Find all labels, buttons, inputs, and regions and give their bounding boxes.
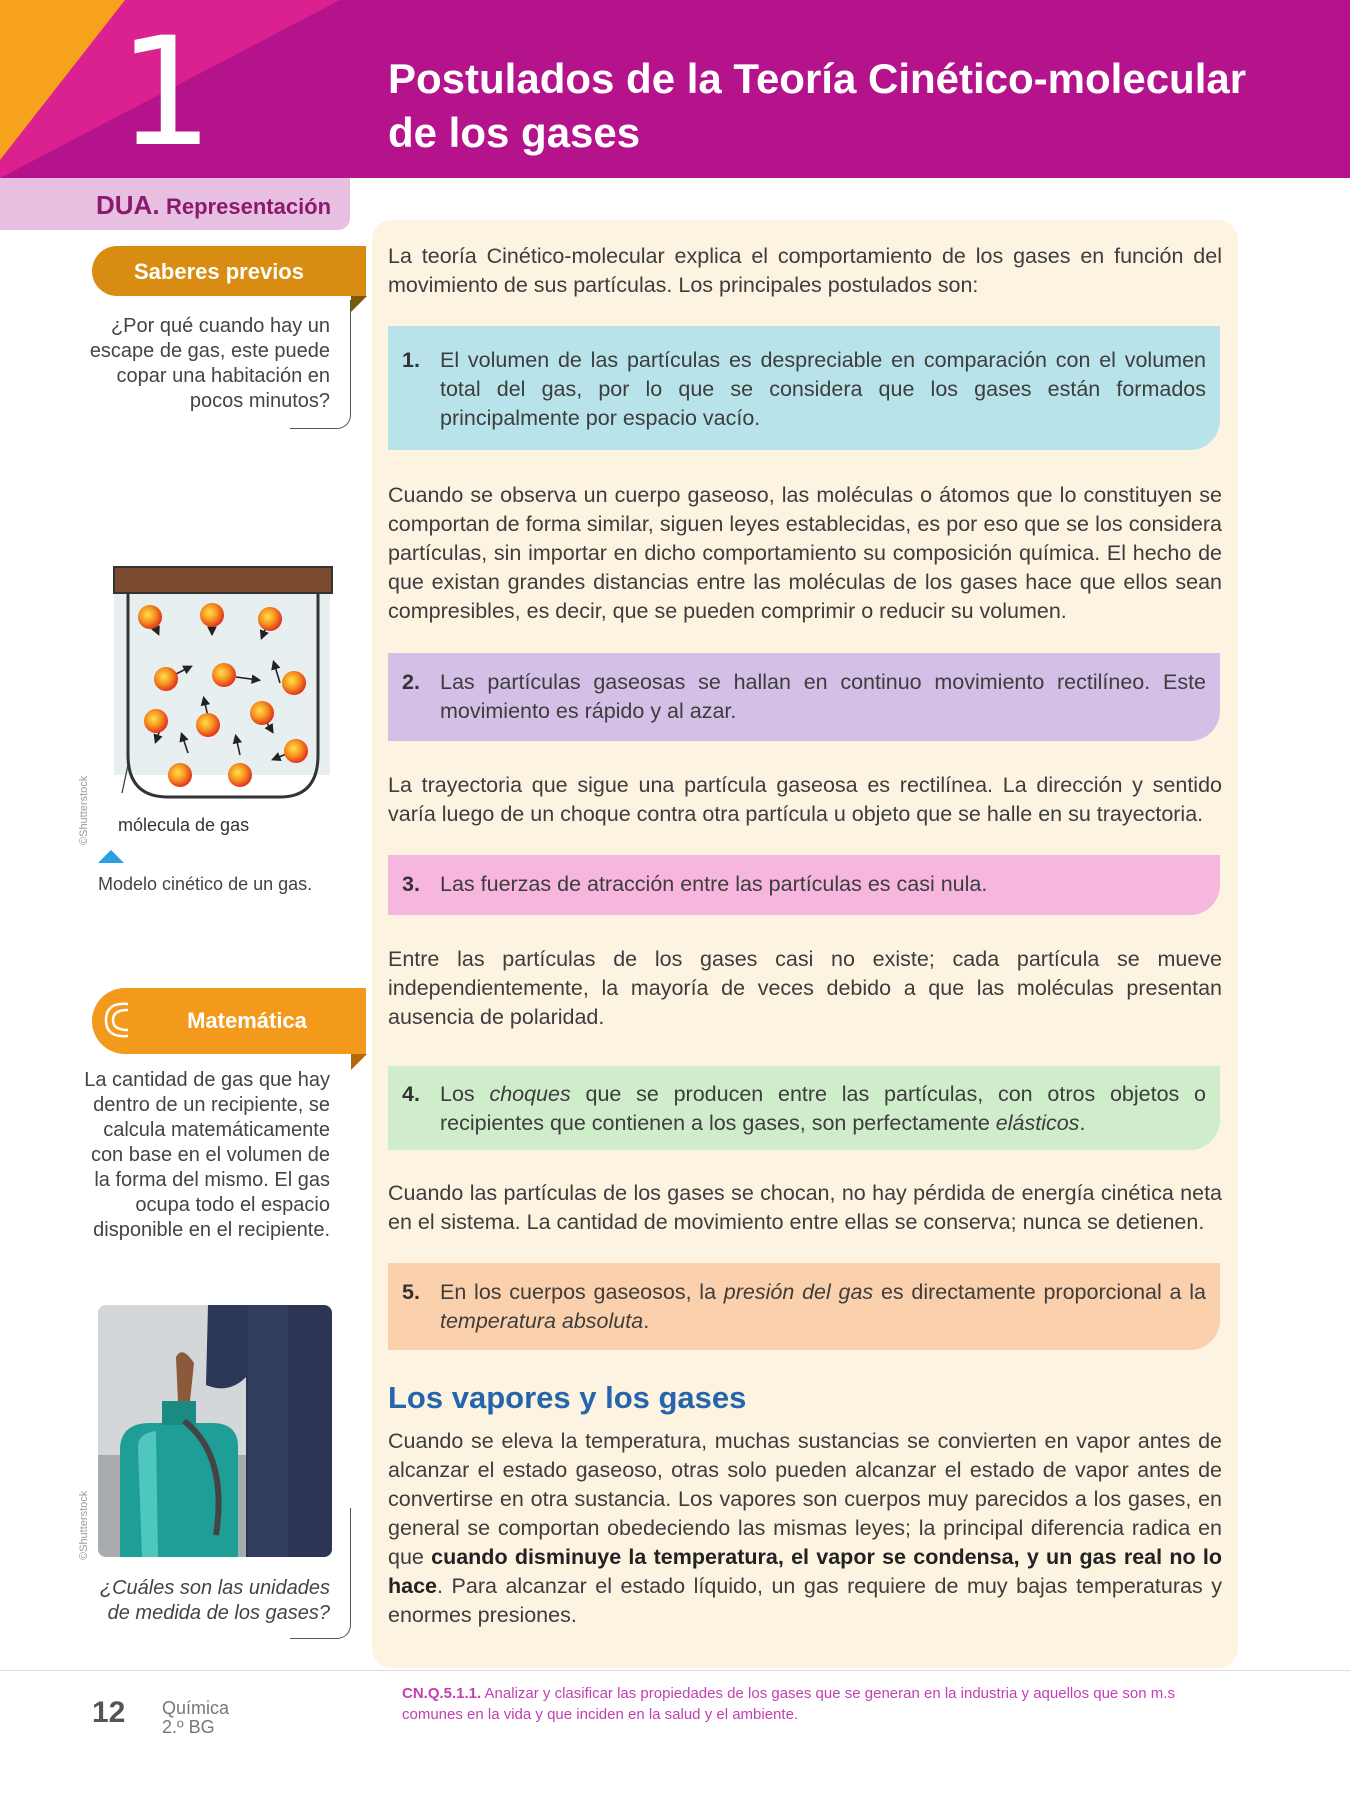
question-bracket — [290, 300, 351, 429]
standard-text: Analizar y clasificar las propiedades de los gases que se generan en la industria y aquellos que son m.s comunes en la vida y que inciden en la salud y el ambiente. — [402, 1685, 1175, 1723]
curriculum-standard — [402, 1683, 1232, 1725]
figure-credit: ©Shutterstock — [78, 775, 90, 845]
postulate-text: Los choques que se producen entre las partículas, con otros objetos o recipientes que contienen a los gases, son perfectamente elásticos. — [440, 1082, 1207, 1135]
intro-paragraph: La teoría Cinético-molecular explica el comportamiento de los gases en función del movimiento de sus partículas. Los principales postulados son: — [388, 244, 1222, 297]
postulate-number: 2. — [402, 670, 420, 694]
page-title-line2: de los gases — [388, 109, 641, 156]
grade-level: 2.º BG — [162, 1717, 215, 1737]
saberes-previos-tag — [92, 246, 366, 296]
postulate-text: Las partículas gaseosas se hallan en continuo movimiento rectilíneo. Este movimiento es rápido y al azar. — [440, 670, 1206, 723]
paragraph-trajectory: La trayectoria que sigue una partícula gaseosa es rectilínea. La dirección y sentido varía luego de un choque contra otra partícula u objeto que se halle en su trayectoria. — [388, 773, 1222, 826]
page-title — [388, 52, 1288, 160]
saberes-previos-label: Saberes previos — [134, 259, 304, 284]
unit-number: 1 — [118, 6, 214, 178]
postulate-number: 1. — [402, 348, 420, 372]
dua-banner — [0, 178, 350, 230]
chapter-header — [0, 0, 1350, 178]
question-bracket — [290, 1508, 351, 1639]
standard-code: CN.Q.5.1.1. — [402, 1685, 482, 1702]
postulate-3 — [388, 855, 1220, 915]
postulate-number: 4. — [402, 1082, 420, 1106]
tag-fold — [351, 1054, 367, 1070]
postulate-number: 3. — [402, 872, 420, 896]
matematica-text: La cantidad de gas que hay dentro de un recipiente, se calcula matemáticamente con base en el volumen de la forma del mismo. El gas ocupa todo el espacio disponible en el recipiente. — [84, 1069, 330, 1241]
paragraph-collisions: Cuando las partículas de los gases se chocan, no hay pérdida de energía cinética neta en el sistema. La cantidad de movimiento entre ellas se conserva; nunca se detienen. — [388, 1181, 1222, 1234]
section-heading: Los vapores y los gases — [388, 1380, 747, 1415]
caption-triangle-icon — [98, 850, 124, 863]
page-number: 12 — [92, 1696, 126, 1729]
photo-credit: ©Shutterstock — [78, 1490, 90, 1560]
molecule-label: mólecula de gas — [118, 815, 250, 835]
postulate-1 — [388, 326, 1220, 450]
footer-divider — [0, 1670, 1350, 1671]
postulate-5 — [388, 1263, 1220, 1350]
postulate-text: El volumen de las partículas es despreciable en comparación con el volumen total del gas, por lo que se considera que los gases están formados principalmente por espacio vacío. — [440, 348, 1206, 430]
postulate-4 — [388, 1066, 1220, 1150]
kinetic-gas-jar-figure — [108, 565, 338, 805]
jar-lid — [114, 567, 332, 593]
matematica-tag — [92, 988, 366, 1054]
dua-type: Representación — [166, 194, 332, 219]
dua-label: DUA. — [96, 190, 160, 220]
tag-fold — [351, 296, 367, 312]
figure-caption: Modelo cinético de un gas. — [98, 874, 313, 894]
postulate-2 — [388, 653, 1220, 741]
photo-question: ¿Cuáles son las unidades de medida de los gases? — [99, 1577, 330, 1624]
paragraph-vapors: Cuando se eleva la temperatura, muchas sustancias se convierten en vapor antes de alcanzar el estado gaseoso, otras solo pueden alcanzar el estado de vapor antes de convertirse en otra sustancia. Los vapores son cuerpos muy parecidos a los gases, en general se comportan obedeciendo las mismas leyes; la principal diferencia radica en que cuando disminuye la temperatura, el vapor se condensa, y un gas real no lo hace. Para alcanzar el estado líquido, un gas requiere de muy bajas temperaturas y enormes presiones. — [388, 1429, 1222, 1627]
header-orange-triangle — [0, 0, 125, 160]
subject-name: Química — [162, 1698, 230, 1718]
saberes-question: ¿Por qué cuando hay un escape de gas, este puede copar una habitación en pocos minutos? — [89, 315, 330, 412]
paragraph-compressibility: Cuando se observa un cuerpo gaseoso, las moléculas o átomos que lo constituyen se comportan de forma similar, siguen leyes establecidas, es por eso que se los considera partículas, sin importar en dicho comportamiento su composición química. El hecho de que existan grandes distancias entre las moléculas de los gases hace que ellos sean compresibles, es decir, que se pueden comprimir o reducir su volumen. — [388, 483, 1222, 623]
paragraph-attraction: Entre las partículas de los gases casi no existe; cada partícula se mueve independientemente, la mayoría de veces debido a que las moléculas presentan ausencia de polaridad. — [388, 947, 1222, 1029]
postulate-text: En los cuerpos gaseosos, la presión del gas es directamente proporcional a la temperatura absoluta. — [440, 1280, 1206, 1333]
page-title-line1: Postulados de la Teoría Cinético-molecular — [388, 55, 1247, 102]
postulate-text: Las fuerzas de atracción entre las partículas es casi nula. — [440, 872, 988, 896]
postulate-number: 5. — [402, 1280, 420, 1304]
matematica-label: Matemática — [187, 1008, 307, 1033]
subject-info — [162, 1699, 229, 1737]
